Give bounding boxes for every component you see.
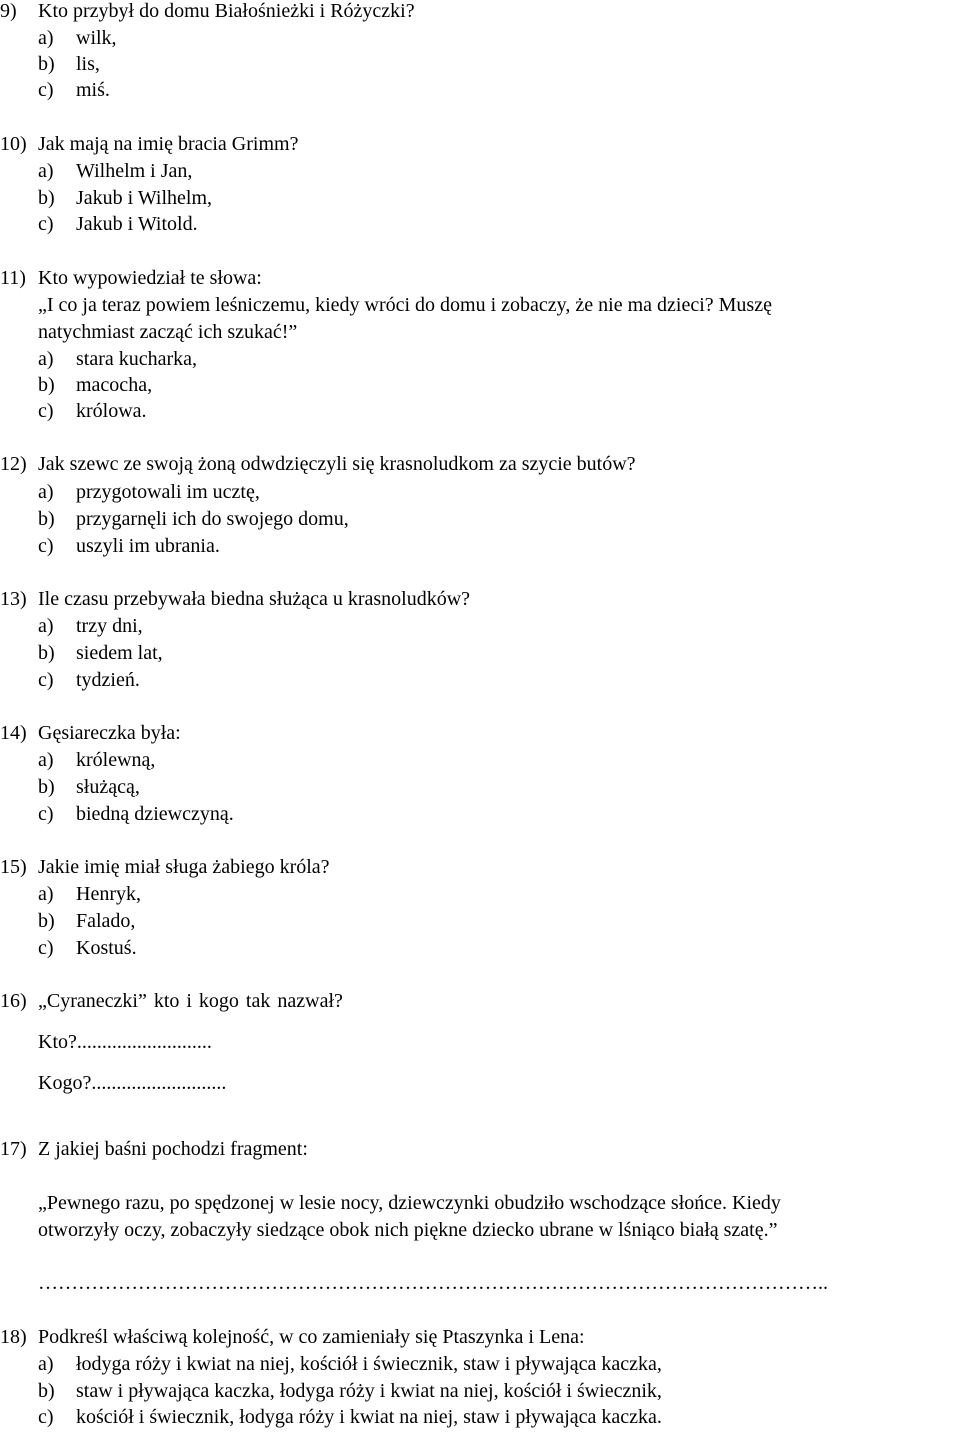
question-number: 16)	[0, 990, 27, 1012]
quote-line: natychmiast zacząć ich szukać!”	[38, 321, 298, 343]
question-number: 15)	[0, 856, 27, 878]
option-b: b) siedem lat,	[38, 642, 163, 664]
option-b: b) Jakub i Wilhelm,	[38, 187, 213, 209]
question-12	[0, 453, 636, 475]
question-text: „Cyraneczki” kto i kogo tak nazwał?	[38, 990, 343, 1012]
quote-line: „Pewnego razu, po spędzonej w lesie nocy, dziewczynki obudziło wschodzące słońce. Kiedy	[38, 1192, 781, 1214]
option-b: b) Falado,	[38, 910, 136, 932]
option-c: c) tydzień.	[38, 669, 140, 691]
question-text: Gęsiareczka była:	[38, 722, 181, 744]
question-text: Jak szewc ze swoją żoną odwdzięczyli się krasnoludkom za szycie butów?	[38, 453, 636, 475]
option-a: a) przygotowali im ucztę,	[38, 481, 260, 503]
question-18	[0, 1326, 585, 1348]
option-c: c) królowa.	[38, 400, 147, 422]
question-number: 17)	[0, 1138, 27, 1160]
answer-who: Kto?...........................	[38, 1031, 212, 1053]
option-a: a) wilk,	[38, 27, 117, 49]
answer-whom: Kogo?...........................	[38, 1072, 227, 1094]
question-text: Kto wypowiedział te słowa:	[38, 267, 262, 289]
option-c: c) kościół i świecznik, łodyga róży i kwiat na niej, staw i pływająca kaczka.	[38, 1406, 662, 1428]
question-number: 13)	[0, 588, 27, 610]
option-a: a) trzy dni,	[38, 615, 143, 637]
question-number: 18)	[0, 1326, 27, 1348]
question-9	[0, 0, 415, 22]
option-c: c) biedną dziewczyną.	[38, 803, 234, 825]
question-text: Jakie imię miał sługa żabiego króla?	[38, 856, 330, 878]
option-c: c) uszyli im ubrania.	[38, 535, 220, 557]
quote-line: otworzyły oczy, zobaczyły siedzące obok nich piękne dziecko ubrane w lśniąco białą szatę.”	[38, 1219, 778, 1241]
option-b: b) służącą,	[38, 776, 140, 798]
option-a: a) stara kucharka,	[38, 348, 198, 370]
question-17	[0, 1138, 308, 1160]
option-c: c) Kostuś.	[38, 937, 137, 959]
question-text: Podkreśl właściwą kolejność, w co zamieniały się Ptaszynka i Lena:	[38, 1326, 585, 1348]
question-number: 9)	[0, 0, 17, 22]
question-number: 11)	[0, 267, 26, 289]
question-text: Z jakiej baśni pochodzi fragment:	[38, 1138, 308, 1160]
question-13	[0, 588, 471, 610]
option-a: a) łodyga róży i kwiat na niej, kościół i świecznik, staw i pływająca kaczka,	[38, 1353, 662, 1375]
question-14	[0, 722, 181, 744]
answer-line: ………………………………………………………………………………………………………..	[38, 1272, 828, 1294]
option-c: c) miś.	[38, 79, 110, 101]
question-text: Jak mają na imię bracia Grimm?	[38, 133, 299, 155]
option-b: b) przygarnęli ich do swojego domu,	[38, 508, 349, 530]
question-16	[0, 990, 343, 1012]
question-10	[0, 133, 299, 155]
question-number: 14)	[0, 722, 27, 744]
quote-line: „I co ja teraz powiem leśniczemu, kiedy wróci do domu i zobaczy, że nie ma dzieci? Muszę	[38, 294, 772, 316]
option-b: b) staw i pływająca kaczka, łodyga róży i kwiat na niej, kościół i świecznik,	[38, 1380, 662, 1402]
question-text: Kto przybył do domu Białośnieżki i Różyczki?	[38, 0, 415, 22]
option-a: a) Wilhelm i Jan,	[38, 160, 193, 182]
question-11	[0, 267, 262, 289]
question-15	[0, 856, 330, 878]
question-number: 10)	[0, 133, 27, 155]
option-b: b) macocha,	[38, 374, 153, 396]
question-text: Ile czasu przebywała biedna służąca u krasnoludków?	[38, 588, 471, 610]
option-a: a) Henryk,	[38, 883, 141, 905]
option-a: a) królewną,	[38, 749, 156, 771]
question-number: 12)	[0, 453, 27, 475]
option-b: b) lis,	[38, 53, 100, 75]
option-c: c) Jakub i Witold.	[38, 213, 198, 235]
